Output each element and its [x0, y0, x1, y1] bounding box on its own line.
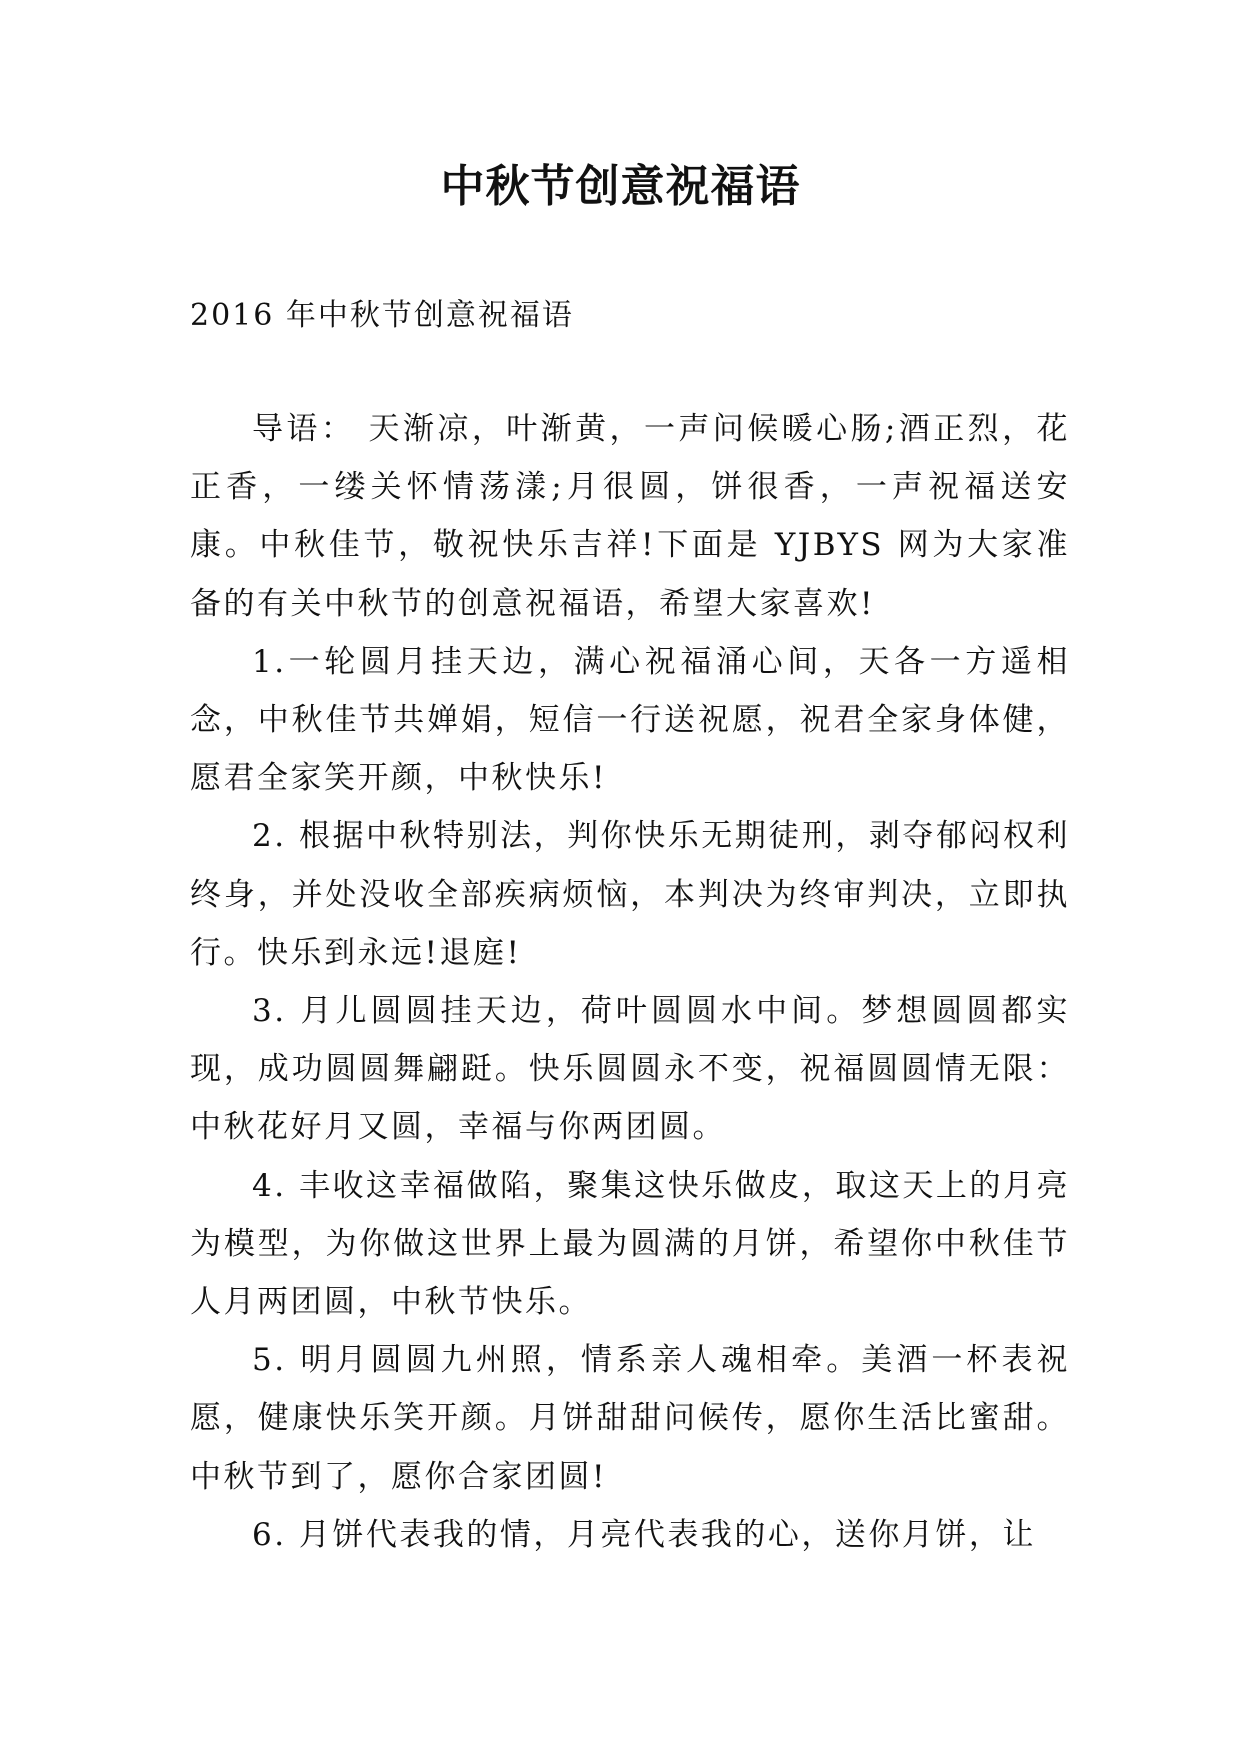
- blessing-paragraph-5: 5. 明月圆圆九州照，情系亲人魂相牵。美酒一杯表祝愿，健康快乐笑开颜。月饼甜甜问候传，愿你生活比蜜甜。中秋节到了，愿你合家团圆!: [190, 1342, 1070, 1495]
- document-title: 中秋节创意祝福语: [440, 161, 801, 212]
- blessing-paragraph-6: 6. 月饼代表我的情，月亮代表我的心，送你月饼，让: [252, 1516, 1036, 1553]
- blessing-paragraph-1: 1.一轮圆月挂天边，满心祝福涌心间，天各一方遥相念，中秋佳节共婵娟，短信一行送祝愿，祝君全家身体健，愿君全家笑开颜，中秋快乐!: [190, 643, 1070, 797]
- blessing-paragraph-4: 4. 丰收这幸福做陷，聚集这快乐做皮，取这天上的月亮为模型，为你做这世界上最为圆满的月饼，希望你中秋佳节人月两团圆，中秋节快乐。: [190, 1167, 1070, 1321]
- document-subtitle: 2016 年中秋节创意祝福语: [190, 298, 574, 333]
- document-body: [190, 400, 1070, 1564]
- blessing-paragraph-3: 3. 月儿圆圆挂天边，荷叶圆圆水中间。梦想圆圆都实现，成功圆圆舞翩跹。快乐圆圆永不变，祝福圆圆情无限：中秋花好月又圆，幸福与你两团圆。: [190, 993, 1070, 1146]
- blessing-paragraph-2: 2. 根据中秋特别法，判你快乐无期徒刑，剥夺郁闷权利终身，并处没收全部疾病烦恼，本判决为终审判决，立即执行。快乐到永远!退庭!: [190, 818, 1070, 971]
- intro-paragraph: 导语： 天渐凉，叶渐黄，一声问候暖心肠;酒正烈，花正香，一缕关怀情荡漾;月很圆，饼很香，一声祝福送安康。中秋佳节，敬祝快乐吉祥!下面是 YJBYS 网为大家准备的有关中秋节的创意祝福语，希望大家喜欢!: [190, 411, 1070, 622]
